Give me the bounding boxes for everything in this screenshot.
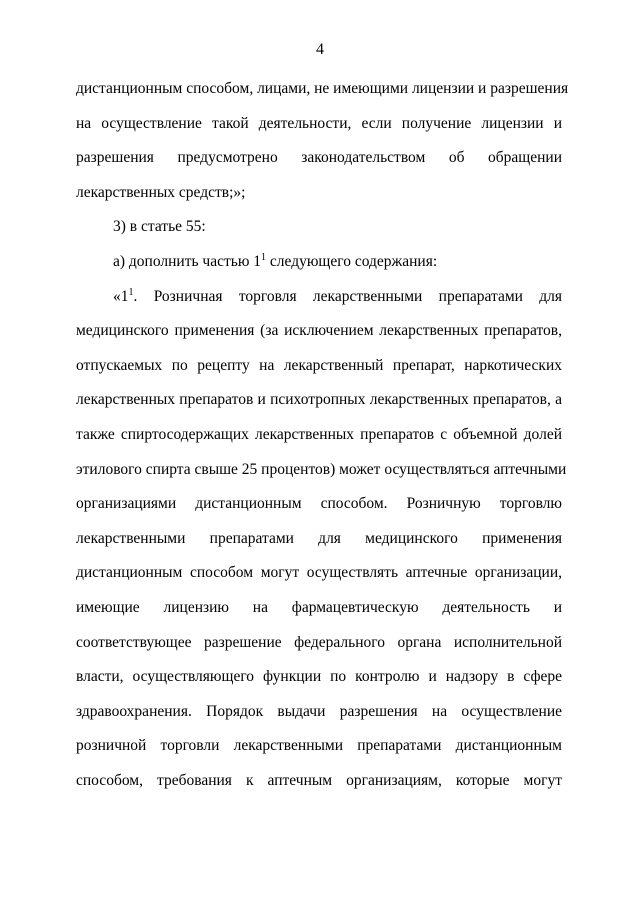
document-body [76,76,569,802]
text-line: власти, осуществляющего функции по контролю и надзору в сфере [76,668,562,686]
paragraph-quoted-start [76,284,562,319]
superscript: 1 [128,286,134,298]
page-number: 4 [316,41,324,58]
text-fragment: . Розничная торговля лекарственными препаратами для [133,287,562,305]
text-line: разрешения предусмотрено законодательством об обращении [76,149,562,167]
text-line: также спиртосодержащих лекарственных препаратов с объемной долей [76,425,562,443]
text-line: соответствующее разрешение федерального органа исполнительной [76,633,562,651]
text-line: отпускаемых по рецепту на лекарственный препарат, наркотических [76,356,562,374]
paragraph-item-heading: 3) в статье 55: [113,218,206,236]
text-line: этилового спирта свыше 25 процентов) может осуществляться аптечными [76,460,567,478]
text-line: здравоохранения. Порядок выдачи разрешения на осуществление [76,702,562,720]
text-fragment: а) дополнить частью 1 [113,252,262,270]
text-line: медицинского применения (за исключением лекарственных препаратов, [76,322,562,340]
text-fragment: следующего содержания: [266,252,438,270]
text-line: имеющие лицензию на фармацевтическую деятельность и [76,598,562,616]
paragraph-amendment [76,249,562,284]
superscript: 1 [261,251,267,263]
text-line: на осуществление такой деятельности, если получение лицензии и [76,114,562,132]
text-line: лекарственных средств;»; [76,183,246,201]
text-line: способом, требования к аптечным организациям, которые могут [76,771,562,789]
text-line: лекарственными препаратами для медицинского применения [76,529,562,547]
text-fragment: «1 [113,287,129,305]
text-line: организациями дистанционным способом. Розничную торговлю [76,495,562,513]
text-line: дистанционным способом могут осуществлять аптечные организации, [76,564,562,582]
text-line: дистанционным способом, лицами, не имеющими лицензии и разрешения [76,80,569,97]
text-line: лекарственных препаратов и психотропных лекарственных препаратов, а [76,391,562,409]
text-line: розничной торговли лекарственными препаратами дистанционным [76,737,562,755]
